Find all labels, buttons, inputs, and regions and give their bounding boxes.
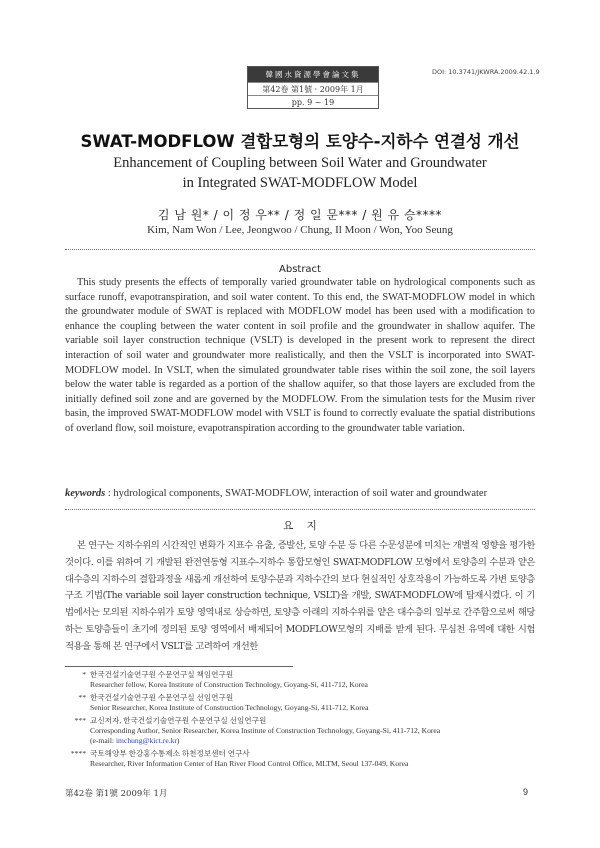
email-suffix: ) (176, 736, 180, 746)
footer-volume: 第42卷 第1號 2009年 1月 (65, 789, 168, 799)
doi: DOI: 10.3741/JKWRA.2009.42.1.9 (432, 68, 540, 76)
footnotes (68, 670, 538, 772)
footnote-affiliation-ko: 교신저자, 한국건설기술연구원 수문연구실 선임연구원 (90, 715, 267, 725)
title-english-line1: Enhancement of Coupling between Soil Water and Groundwater (113, 155, 487, 171)
authors-korean: 김 남 원* / 이 정 우** / 정 일 문*** / 원 유 승**** (157, 208, 443, 222)
footnote-affiliation-en: Corresponding Author, Senior Researcher, Korea Institute of Construction Technology, Goyang-Si, 411-712, Korea (90, 726, 441, 736)
keywords (65, 488, 535, 499)
volume-issue: 第42卷 第1號 · 2009年 1月 (248, 82, 378, 95)
keywords-label: keywords (65, 488, 106, 499)
footnote-3 (68, 716, 538, 747)
title-english (0, 153, 600, 193)
keywords-text: : hydrological components, SWAT-MODFLOW, interaction of soil water and groundwater (105, 488, 488, 499)
journal-name: 韓國水資源學會論文集 (248, 67, 378, 82)
footnote-affiliation-ko: 한국건설기술연구원 수문연구실 선임연구원 (90, 692, 234, 702)
footnote-affiliation-ko: 한국건설기술연구원 수문연구실 책임연구원 (90, 670, 234, 679)
summary-heading: 요 지 (283, 520, 317, 532)
summary-text: 본 연구는 지하수위의 시간적인 변화가 지표수 유출, 증발산, 토양 수분 등 다른 수문성분에 미치는 개별적 영향을 평가한 것이다. 이를 위하여 기 개발된 완전연동형 지표수-지하수 통합모형인 SWAT-MODFLOW 모형에서 토양층의 수분과 얕은 대수층의 지하수의 결합과정을 새롭게 개선하여 토양수분과 지하수간의 보다 현실적인 상호작용이 가능하도록 가변 토양층 구조 기법(The variable soil layer construction technique, VSLT)을 개발, SWAT-MODFLOW에 탑재시켰다. 이 기법에서는 모의된 지하수위가 토양 영역내로 상승하면, 토양층 아래의 지하수위를 얕은 대수층의 일부로 간주함으로써 해당하는 토양층들이 초기에 정의된 토양 영역에서 배제되어 MODFLOW모형의 지배를 받게 된다. 무심천 유역에 대한 시험 적용을 통해 본 연구에서 VSLT를 고려하여 개선한 (65, 540, 535, 652)
footnote-1 (68, 670, 538, 691)
page-range: pp. 9 ~ 19 (248, 95, 378, 108)
divider-top (65, 249, 535, 250)
footnote-mark: *** (74, 715, 86, 725)
footnote-affiliation-en: Researcher, River Information Center of Han River Flood Control Office, MLTM, Seoul 137-049, Korea (90, 759, 409, 769)
footnote-rule (65, 666, 293, 667)
footnote-mark: **** (70, 748, 86, 758)
footnote-4 (68, 749, 538, 770)
authors-english: Kim, Nam Won / Lee, Jeongwoo / Chung, Il Moon / Won, Yoo Seung (147, 224, 453, 236)
footnote-mark: * (82, 670, 86, 679)
divider-middle (65, 509, 535, 510)
footnote-mark: ** (78, 692, 86, 702)
email-prefix: (e-mail: (90, 736, 116, 746)
footnote-affiliation-en: Researcher fellow, Korea Institute of Construction Technology, Goyang-Si, 411-712, Korea (90, 680, 368, 690)
footnote-affiliation-en: Senior Researcher, Korea Institute of Construction Technology, Goyang-Si, 411-712, Korea (90, 703, 369, 713)
email-link[interactable]: imchung@kict.re.kr (115, 736, 177, 746)
abstract-heading: Abstract (279, 264, 321, 275)
footnote-affiliation-ko: 국토해양부 한강홍수통제소 하천정보센터 연구사 (90, 748, 250, 758)
page-number: 9 (523, 787, 529, 797)
footnote-2 (68, 693, 538, 714)
title-korean: SWAT-MODFLOW 결합모형의 토양수-지하수 연결성 개선 (80, 132, 520, 151)
title-english-line2: in Integrated SWAT-MODFLOW Model (182, 175, 418, 191)
abstract-text: This study presents the effects of temporally varied groundwater table on hydrological components such as surface runoff, evapotranspiration, and soil water content. To this end, the SWAT-MODFLOW model in which the groundwater module of SWAT is replaced with MODFLOW model has been used with a modification to enhance the coupling between the water content in soil profile and the groundwater in shallow aquifer. The variable soil layer construction technique (VSLT) is developed in the present work to represent the direct interaction of soil water and groundwater more realistically, and then the VSLT is incorporated into SWAT-MODFLOW model. In VSLT, when the simulated groundwater table rises within the soil zone, the soil layers below the water table is regarded as a portion of the shallow aquifer, so that those layers are excluded from the initially defined soil zone and are governed by the MODFLOW. From the simulation tests for the Musim river basin, the improved SWAT-MODFLOW model with VSLT is found to correctly evaluate the spatial distributions of overland flow, soil moisture, evapotranspiration according to the groundwater table variation. (65, 277, 535, 434)
footnote-email-line (68, 736, 538, 746)
journal-info-box (247, 66, 379, 109)
